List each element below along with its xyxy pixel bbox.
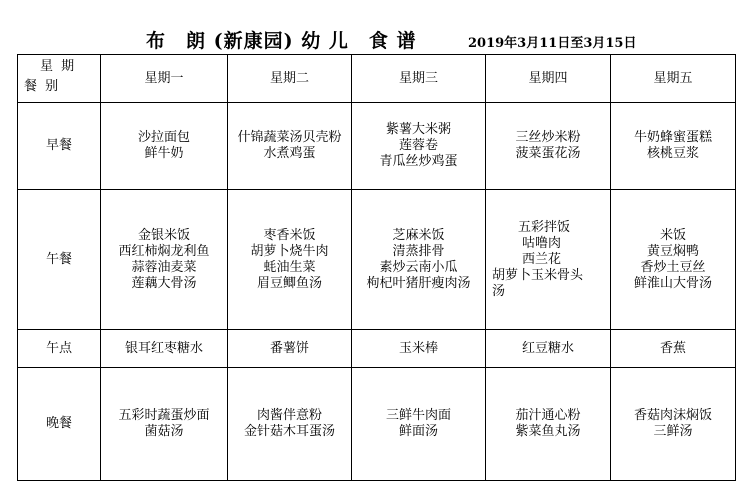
meal-label: 午点 (18, 330, 101, 368)
menu-cell: 香菇肉沫焖饭 三鲜汤 (611, 368, 736, 481)
menu-cell: 芝麻米饭 清蒸排骨 素炒云南小瓜 枸杞叶猪肝瘦肉汤 (352, 190, 486, 330)
day-header: 星期三 (352, 55, 486, 103)
menu-cell: 香蕉 (611, 330, 736, 368)
meal-row (18, 368, 736, 481)
menu-cell: 番薯饼 (228, 330, 352, 368)
menu-cell: 三鲜牛肉面 鲜面汤 (352, 368, 486, 481)
meal-label: 晚餐 (18, 368, 101, 481)
menu-table (17, 54, 736, 481)
menu-cell: 五彩时蔬蛋炒面 菌菇汤 (101, 368, 228, 481)
corner-header (18, 55, 101, 103)
menu-cell: 牛奶蜂蜜蛋糕 核桃豆浆 (611, 103, 736, 190)
menu-cell: 什锦蔬菜汤贝壳粉 水煮鸡蛋 (228, 103, 352, 190)
corner-weekday-label: 星 期 (40, 59, 77, 74)
menu-cell: 银耳红枣糖水 (101, 330, 228, 368)
menu-cell: 茄汁通心粉 紫菜鱼丸汤 (486, 368, 611, 481)
day-header: 星期一 (101, 55, 228, 103)
meal-row (18, 190, 736, 330)
date-range: 2019年3月11日至3月15日 (468, 36, 637, 51)
menu-cell: 三丝炒米粉 菠菜蛋花汤 (486, 103, 611, 190)
meal-row (18, 103, 736, 190)
meal-label: 午餐 (18, 190, 101, 330)
menu-cell: 肉酱伴意粉 金针菇木耳蛋汤 (228, 368, 352, 481)
menu-cell: 紫薯大米粥 莲蓉卷 青瓜丝炒鸡蛋 (352, 103, 486, 190)
menu-cell: 五彩拌饭 咕噜肉 西兰花 胡萝卜玉米骨头 汤 (486, 190, 611, 330)
page-title: 布 朗 (新康园) 幼 儿 食 谱 (146, 30, 417, 52)
meal-row (18, 330, 736, 368)
title-row (0, 26, 754, 56)
day-header: 星期二 (228, 55, 352, 103)
menu-cell: 红豆糖水 (486, 330, 611, 368)
menu-cell: 金银米饭 西红柿焖龙利鱼 蒜蓉油麦菜 莲藕大骨汤 (101, 190, 228, 330)
day-header: 星期五 (611, 55, 736, 103)
day-header: 星期四 (486, 55, 611, 103)
menu-cell: 米饭 黄豆焖鸭 香炒土豆丝 鲜淮山大骨汤 (611, 190, 736, 330)
menu-cell: 沙拉面包 鲜牛奶 (101, 103, 228, 190)
header-row (18, 55, 736, 103)
menu-cell: 玉米棒 (352, 330, 486, 368)
meal-label: 早餐 (18, 103, 101, 190)
menu-cell: 枣香米饭 胡萝卜烧牛肉 蚝油生菜 眉豆鲫鱼汤 (228, 190, 352, 330)
corner-meal-label: 餐 别 (24, 79, 61, 94)
